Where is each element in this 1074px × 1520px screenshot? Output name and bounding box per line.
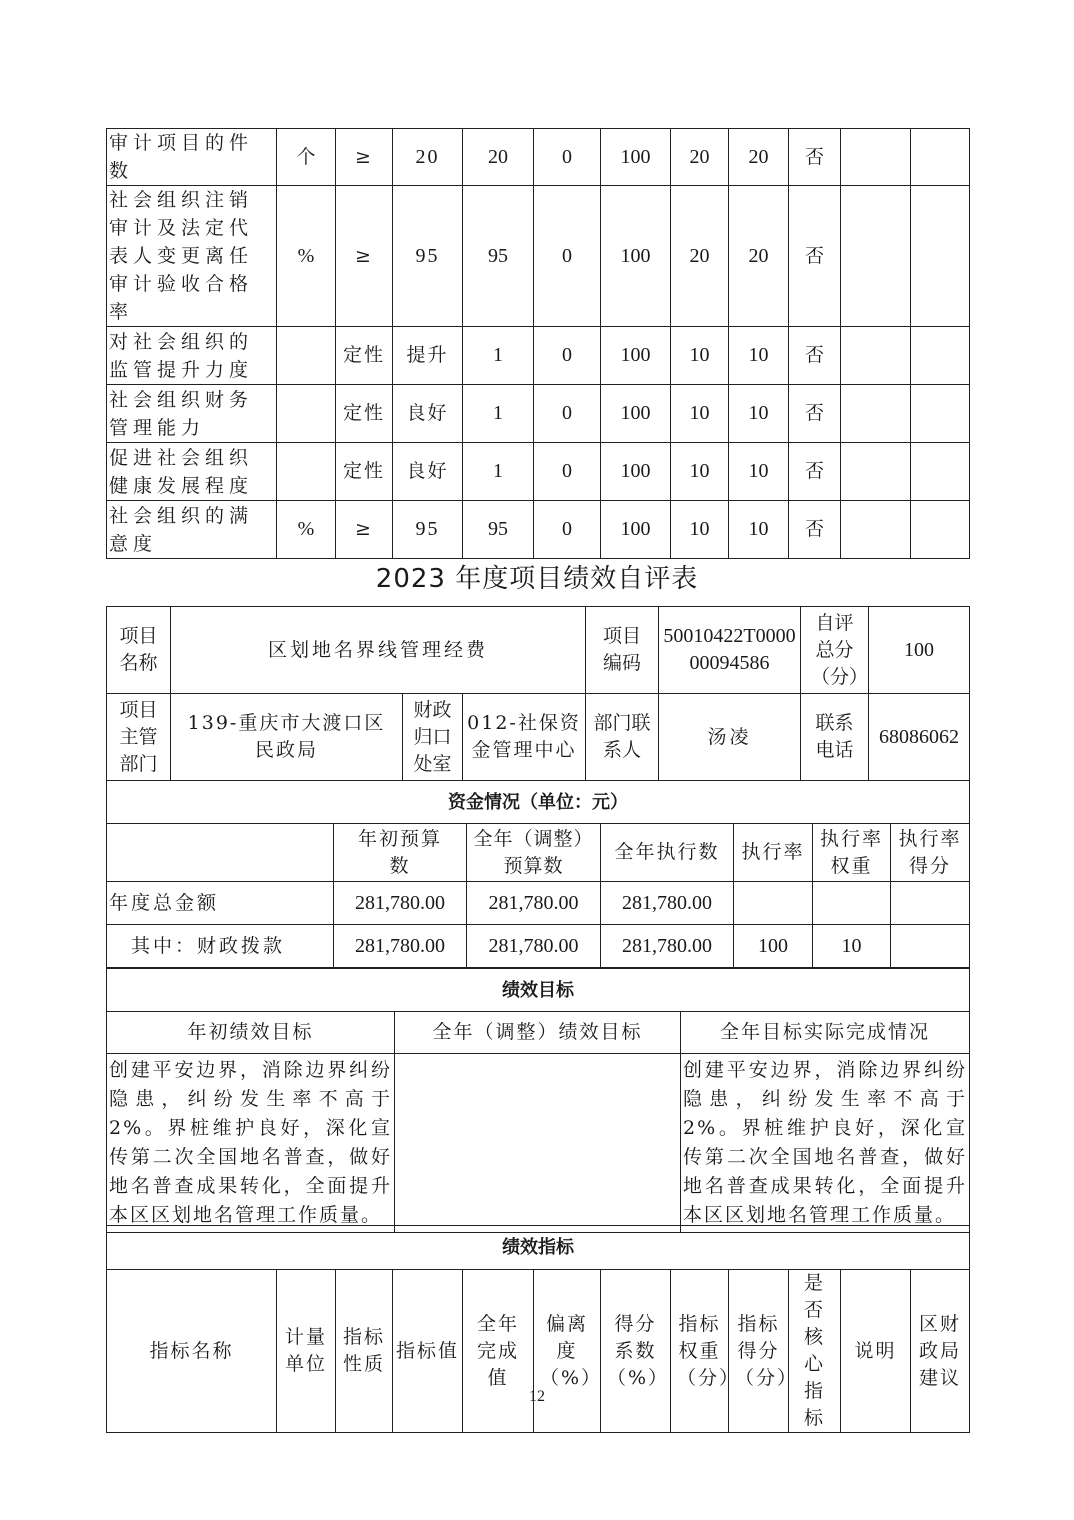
indicator-header-score: 指标得分（分） [729,1270,789,1433]
cell-core: 否 [789,327,841,385]
funding-table [106,780,970,968]
cell-coef: 100 [601,385,671,443]
goals-header-adjusted: 全年（调整）绩效目标 [395,1012,681,1054]
funding-rate [734,882,813,925]
cell-unit [277,327,336,385]
cell-name: 对社会组织的监管提升力度 [107,327,277,385]
cell-note [841,129,911,186]
cell-advice [911,129,970,186]
cell-weight: 10 [671,443,729,501]
cell-coef: 100 [601,443,671,501]
funding-executed: 281,780.00 [601,882,734,925]
dept-label: 项目主管部门 [107,694,171,781]
funding-header-initial: 年初预算数 [334,824,467,882]
finance-office-label: 财政归口处室 [403,694,463,781]
cell-name: 审计项目的件数 [107,129,277,186]
indicator-header-nature: 指标性质 [336,1270,393,1433]
cell-weight: 10 [671,327,729,385]
cell-weight: 20 [671,186,729,327]
dept-value: 139-重庆市大渡口区民政局 [171,694,403,781]
cell-deviation: 0 [534,443,601,501]
cell-score: 10 [729,443,789,501]
cell-note [841,385,911,443]
goals-section-header: 绩效目标 [107,969,970,1012]
funding-score [891,882,970,925]
funding-weight [813,882,891,925]
funding-header-weight: 执行率权重 [813,824,891,882]
cell-name: 社会组织注销审计及法定代表人变更离任审计验收合格率 [107,186,277,327]
table-row [107,385,970,443]
cell-target: 95 [393,186,463,327]
funding-section-header: 资金情况（单位：元） [107,781,970,824]
funding-row-label: 年度总金额 [107,882,334,925]
cell-advice [911,186,970,327]
indicator-header-weight: 指标权重（分） [671,1270,729,1433]
funding-initial: 281,780.00 [334,882,467,925]
indicator-header-target-value: 指标值 [393,1270,463,1433]
table-row [107,501,970,559]
funding-weight: 10 [813,925,891,968]
funding-row-total [107,882,970,925]
funding-adjusted: 281,780.00 [467,882,601,925]
cell-advice [911,443,970,501]
contact-value: 汤凌 [659,694,801,781]
table-row [107,327,970,385]
cell-nature: ≥ [336,501,393,559]
cell-nature: 定性 [336,327,393,385]
cell-coef: 100 [601,501,671,559]
cell-coef: 100 [601,186,671,327]
cell-score: 10 [729,327,789,385]
cell-core: 否 [789,443,841,501]
cell-target: 20 [393,129,463,186]
goal-actual-text: 创建平安边界，消除边界纠纷隐患，纠纷发生率不高于 2%。界桩维护良好，深化宣传第二次全国地名普查，做好地名普查成果转化，全面提升本区区划地名管理工作质量。 [681,1054,970,1233]
cell-unit: % [277,186,336,327]
cell-weight: 20 [671,129,729,186]
cell-nature: ≥ [336,129,393,186]
cell-unit [277,443,336,501]
cell-advice [911,327,970,385]
phone-value: 68086062 [869,694,970,781]
funding-score [891,925,970,968]
funding-adjusted: 281,780.00 [467,925,601,968]
page-title: 2023 年度项目绩效自评表 [375,564,699,594]
cell-deviation: 0 [534,501,601,559]
cell-actual: 1 [463,327,534,385]
cell-name: 社会组织财务管理能力 [107,385,277,443]
cell-unit [277,385,336,443]
cell-coef: 100 [601,129,671,186]
cell-actual: 95 [463,501,534,559]
cell-core: 否 [789,385,841,443]
cell-actual: 20 [463,129,534,186]
funding-header-blank [107,824,334,882]
finance-office-value: 012-社保资金管理中心 [463,694,586,781]
cell-nature: ≥ [336,186,393,327]
cell-unit: 个 [277,129,336,186]
self-score-label: 自评总分（分） [801,607,869,694]
project-code: 50010422T000000094586 [659,607,801,694]
cell-target: 良好 [393,443,463,501]
self-score: 100 [869,607,970,694]
cell-target: 提升 [393,327,463,385]
project-code-label: 项目编码 [586,607,659,694]
funding-rate: 100 [734,925,813,968]
cell-note [841,186,911,327]
cell-actual: 1 [463,385,534,443]
cell-note [841,443,911,501]
cell-score: 20 [729,186,789,327]
goals-header-actual: 全年目标实际完成情况 [681,1012,970,1054]
cell-advice [911,385,970,443]
cell-name: 促进社会组织健康发展程度 [107,443,277,501]
cell-nature: 定性 [336,385,393,443]
funding-initial: 281,780.00 [334,925,467,968]
cell-target: 95 [393,501,463,559]
cell-core: 否 [789,501,841,559]
goal-initial-text: 创建平安边界，消除边界纠纷隐患，纠纷发生率不高于 2%。界桩维护良好，深化宣传第二次全国地名普查，做好地名普查成果转化，全面提升本区区划地名管理工作质量。 [107,1054,395,1233]
cell-coef: 100 [601,327,671,385]
cell-deviation: 0 [534,129,601,186]
page-number: 12 [529,1388,545,1405]
cell-note [841,501,911,559]
phone-label: 联系电话 [801,694,869,781]
cell-target: 良好 [393,385,463,443]
cell-name: 社会组织的满意度 [107,501,277,559]
indicator-header-finance-advice: 区财政局建议 [911,1270,970,1433]
goals-header-initial: 年初绩效目标 [107,1012,395,1054]
cell-weight: 10 [671,385,729,443]
goals-table [106,968,970,1233]
table-row [107,186,970,327]
cell-core: 否 [789,129,841,186]
table-row [107,129,970,186]
funding-header-score: 执行率得分 [891,824,970,882]
indicator-header-indicator-name: 指标名称 [107,1270,277,1433]
indicators-section-header: 绩效指标 [107,1226,970,1270]
contact-label: 部门联系人 [586,694,659,781]
indicator-header-actual-value: 全年完成值 [463,1270,534,1433]
indicator-header-is-core: 是否核心指标 [789,1270,841,1433]
indicator-header-score-coef: 得分系数（%） [601,1270,671,1433]
indicator-header-deviation: 偏离度（%） [534,1270,601,1433]
prev-indicator-table [106,128,970,559]
cell-actual: 1 [463,443,534,501]
cell-note [841,327,911,385]
project-name-label: 项目名称 [107,607,171,694]
cell-score: 20 [729,129,789,186]
funding-executed: 281,780.00 [601,925,734,968]
cell-core: 否 [789,186,841,327]
cell-score: 10 [729,501,789,559]
indicator-header-note: 说明 [841,1270,911,1433]
cell-deviation: 0 [534,186,601,327]
funding-header-executed: 全年执行数 [601,824,734,882]
funding-row-label: 其中：财政拨款 [107,925,334,968]
cell-advice [911,501,970,559]
cell-weight: 10 [671,501,729,559]
project-info-table [106,606,970,781]
cell-unit: % [277,501,336,559]
cell-score: 10 [729,385,789,443]
funding-row-fiscal [107,925,970,968]
cell-deviation: 0 [534,327,601,385]
project-name: 区划地名界线管理经费 [171,607,586,694]
indicator-header-unit: 计量单位 [277,1270,336,1433]
cell-deviation: 0 [534,385,601,443]
cell-actual: 95 [463,186,534,327]
cell-nature: 定性 [336,443,393,501]
table-row [107,443,970,501]
funding-header-adjusted: 全年（调整）预算数 [467,824,601,882]
funding-header-rate: 执行率 [734,824,813,882]
goal-adjusted-text [395,1054,681,1233]
